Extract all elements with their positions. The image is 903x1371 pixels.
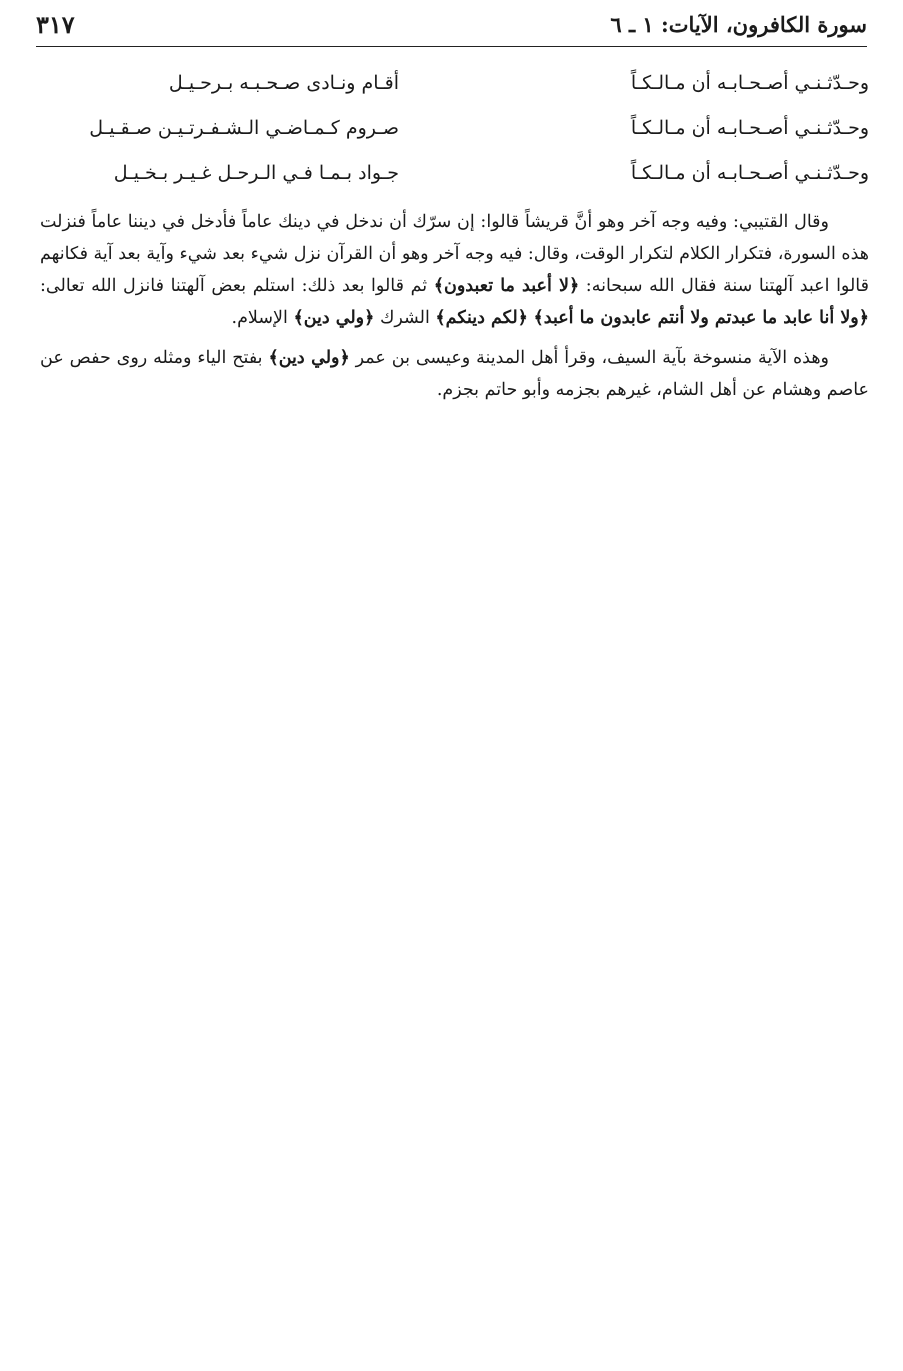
poem-verse: [44, 162, 869, 207]
verse-second-hemistich: جـواد بـمـا فـي الـرحـل غـيـر بـخـيـل: [113, 162, 399, 184]
paragraph-text: ثم قالوا بعد ذلك: استلم بعض آلهتنا فانزل الله تعالى:: [40, 276, 434, 296]
commentary-paragraph: [40, 342, 869, 406]
commentary-text: [40, 206, 869, 406]
verse-first-hemistich: وحـدّثـنـي أصـحـابـه أن مـالـكـاً: [630, 162, 869, 184]
poem-verses: [44, 72, 869, 207]
commentary-paragraph: [40, 206, 869, 334]
quran-quote: ﴿ولا أنا عابد ما عبدتم ولا أنتم عابدون ما أعبد﴾: [533, 308, 869, 328]
poem-verse: [44, 117, 869, 162]
paragraph-text: الشرك: [374, 308, 436, 328]
quran-quote: ﴿لا أعبد ما تعبدون﴾: [433, 276, 580, 296]
verse-second-hemistich: صـروم كـمـاضـي الـشـفـرتـيـن صـقـيـل: [89, 117, 399, 139]
quran-quote: ﴿ولي دين﴾: [268, 348, 350, 368]
page-number: ٣١٧: [36, 10, 75, 39]
verse-first-hemistich: وحـدّثـنـي أصـحـابـه أن مـالـكـاً: [630, 117, 869, 139]
paragraph-text: بفتح الياء ومثله روى حفص عن عاصم وهشام عن أهل الشام، غيرهم بجزمه وأبو حاتم بجزم.: [40, 348, 869, 400]
header-divider: [36, 46, 867, 47]
quran-quote: ﴿ولي دين﴾: [293, 308, 375, 328]
page-header: [36, 8, 867, 44]
paragraph-text: الإسلام.: [231, 308, 294, 328]
paragraph-text: وهذه الآية منسوخة بآية السيف، وقرأ أهل المدينة وعيسى بن عمر: [349, 348, 829, 368]
verse-first-hemistich: وحـدّثـنـي أصـحـابـه أن مـالـكـاً: [630, 72, 869, 94]
poem-verse: [44, 72, 869, 117]
paragraph-text: وقال القتيبي: وفيه وجه آخر وهو أنَّ قريشاً قالوا: إن سرّك أن ندخل في دينك عاماً فأدخل في ديننا عاماً فنزلت هذه السورة، فتكرار الكلام لتكرار الوقت، وقال: فيه وجه آخر وهو أن القرآن نزل شيء بعد شيء وآية بعد آية فكانهم قالوا اعبد آلهتنا سنة فقال الله سبحانه:: [40, 212, 870, 296]
running-title: سورة الكافرون، الآيات: ١ ـ ٦: [610, 12, 867, 37]
quran-quote: ﴿لكم دينكم﴾: [435, 308, 528, 328]
verse-second-hemistich: أقـام ونـادى صـحـبـه بـرحـيـل: [168, 72, 399, 94]
